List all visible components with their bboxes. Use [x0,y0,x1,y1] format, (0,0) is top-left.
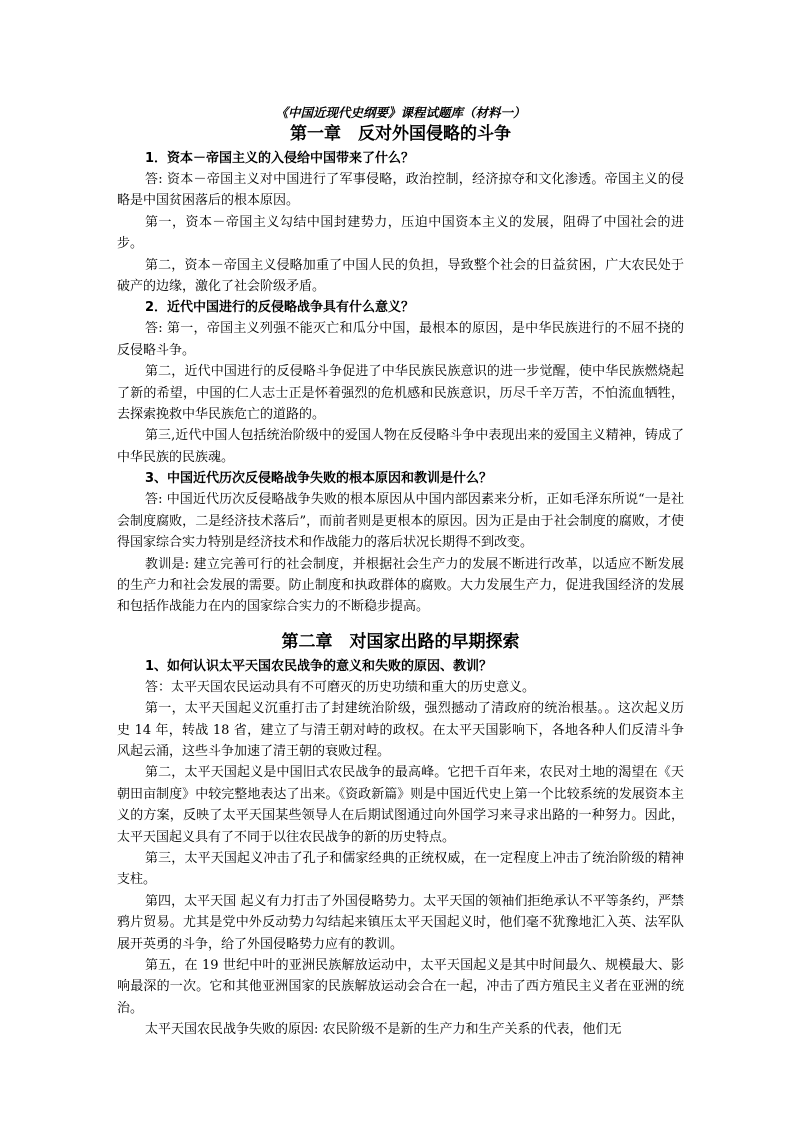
document-title: 《中国近现代史纲要》课程试题库（材料一） [275,105,526,120]
answer-paragraph: 答: 中国近代历次反侵略战争失败的根本原因从中国内部因素来分析，正如毛泽东所说“一是社会制度腐败，二是经济技术落后”，而前者则是更根本的原因。因为正是由于社会制度的腐败，才使得国家综合实力特别是经济技术和作战能力的落后状况长期得不到改变。 [117,492,684,551]
answer-paragraph: 第二，太平天国起义是中国旧式农民战争的最高峰。它把千百年来，农民对土地的渴望在《天朝田亩制度》中较完整地表达了出来。《资政新篇》则是中国近代史上第一个比较系统的发展资本主义的方案，反映了太平天国某些领导人在后期试图通过向外国学习来寻求出路的一种努力。因此，太平天国起义具有了不同于以往农民战争的新的历史特点。 [117,765,684,845]
answer-paragraph: 第五，在 19 世纪中叶的亚洲民族解放运动中，太平天国起义是其中时间最久、规模最大、影响最深的一次。它和其他亚洲国家的民族解放运动会合在一起，冲击了西方殖民主义者在亚洲的统治。 [117,958,684,1016]
answer-paragraph: 第一，太平天国起义沉重打击了封建统治阶级，强烈撼动了清政府的统治根基。。这次起义历史 14 年，转战 18 省，建立了与清王朝对峙的政权。在太平天国影响下，各地各种人们反清斗争风起云涌，这些斗争加速了清王朝的衰败过程。 [117,701,684,759]
chapter-title: 第一章 反对外国侵略的斗争 [290,124,511,144]
answer-paragraph: 答：太平天国农民运动具有不可磨灭的历史功绩和重大的历史意义。 [145,679,536,695]
answer-paragraph: 第四，太平天国 起义有力打击了外国侵略势力。太平天国的领袖们拒绝承认不平等条约，严禁鸦片贸易。尤其是党中外反动势力勾结起来镇压太平天国起义时，他们毫不犹豫地汇入英、法军队展开英勇的斗争，给了外国侵略势力应有的教训。 [117,893,684,952]
question-heading: 2．近代中国进行的反侵略战争具有什么意义？ [145,300,415,316]
question-heading: 1．资本－帝国主义的入侵给中国带来了什么？ [145,151,415,166]
answer-paragraph: 第三，太平天国起义冲击了孔子和儒家经典的正统权威，在一定程度上冲击了统治阶级的精神支柱。 [117,850,684,888]
document-body [117,122,684,1041]
answer-paragraph: 答: 第一，帝国主义列强不能灭亡和瓜分中国，最根本的原因，是中华民族进行的不屈不挠的反侵略斗争。 [117,321,684,358]
answer-paragraph: 第一，资本－帝国主义勾结中国封建势力，压迫中国资本主义的发展，阻碍了中国社会的进步。 [117,214,684,252]
question-heading: 1、如何认识太平天国农民战争的意义和失败的原因、教训？ [145,658,493,674]
answer-paragraph: 第二，近代中国进行的反侵略斗争促进了中华民族民族意识的进一步觉醒，使中华民族燃烧起了新的希望，中国的仁人志士正是怀着强烈的危机感和民族意识，历尽千辛万苦，不怕流血牺牲，去探索挽救中华民族危亡的道路的。 [117,364,684,423]
question-heading: 3、中国近代历次反侵略战争失败的根本原因和教训是什么？ [145,471,493,487]
answer-paragraph: 教训是: 建立完善可行的社会制度，并根据社会生产力的发展不断进行改革，以适应不断发展的生产力和社会发展的需要。防止制度和执政群体的腐败。大力发展生产力，促进我国经济的发展和包括作战能力在内的国家综合实力的不断稳步提高。 [117,556,684,615]
answer-paragraph: 第二，资本－帝国主义侵略加重了中国人民的负担，导致整个社会的日益贫困，广大农民处于破产的边缘，激化了社会阶级矛盾。 [117,257,684,295]
answer-paragraph: 太平天国农民战争失败的原因: 农民阶级不是新的生产力和生产关系的代表，他们无 [145,1022,622,1038]
answer-paragraph: 答: 资本－帝国主义对中国进行了军事侵略，政治控制，经济掠夺和文化渗透。帝国主义的侵略是中国贫困落后的根本原因。 [117,172,684,209]
answer-paragraph: 第三,近代中国人包括统治阶级中的爱国人物在反侵略斗争中表现出来的爱国主义精神，铸成了中华民族的民族魂。 [117,428,684,465]
chapter-title: 第二章 对国家出路的早期探索 [281,631,520,652]
